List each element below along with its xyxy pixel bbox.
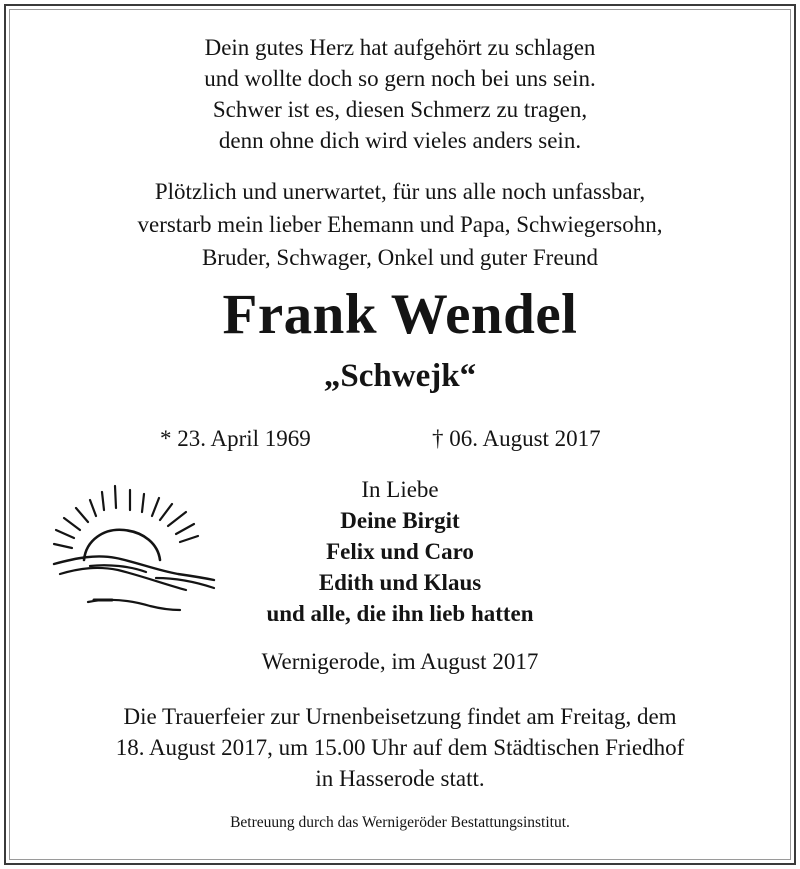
- announcement-line: Bruder, Schwager, Onkel und guter Freund: [201, 245, 599, 270]
- birth-date: * 23. April 1969: [160, 426, 311, 451]
- deceased-nickname: „Schwejk“: [323, 358, 477, 394]
- funeral-line: Die Trauerfeier zur Urnenbeisetzung findet am Freitag, dem: [123, 704, 677, 729]
- mourners-signature: [0, 474, 800, 629]
- funeral-line: in Hasserode statt.: [315, 766, 485, 791]
- poem-line: und wollte doch so gern noch bei uns sein.: [204, 66, 596, 91]
- poem-line: denn ohne dich wird vieles anders sein.: [218, 128, 582, 153]
- funeral-line: 18. August 2017, um 15.00 Uhr auf dem Städtischen Friedhof: [115, 735, 685, 760]
- announcement-line: verstarb mein lieber Ehemann und Papa, Schwiegersohn,: [137, 212, 663, 237]
- deceased-name: Frank Wendel: [222, 283, 578, 346]
- mourner-name: Deine Birgit: [340, 508, 460, 533]
- mourner-name: Edith und Klaus: [318, 570, 482, 595]
- death-date: † 06. August 2017: [432, 426, 601, 451]
- mourner-name: Felix und Caro: [326, 539, 474, 564]
- poem-line: Dein gutes Herz hat aufgehört zu schlagen: [204, 35, 596, 60]
- funeral-details: [0, 701, 800, 794]
- funeral-home-credit: Betreuung durch das Wernigeröder Bestattungsinstitut.: [230, 814, 570, 831]
- signature-opening: In Liebe: [361, 477, 439, 502]
- place-and-date: Wernigerode, im August 2017: [261, 649, 539, 674]
- mourner-name: und alle, die ihn lieb hatten: [266, 601, 534, 626]
- announcement-line: Plötzlich und unerwartet, für uns alle noch unfassbar,: [154, 179, 646, 204]
- announcement-text: [0, 175, 800, 274]
- poem-line: Schwer ist es, diesen Schmerz zu tragen,: [212, 97, 588, 122]
- memorial-poem: [0, 32, 800, 156]
